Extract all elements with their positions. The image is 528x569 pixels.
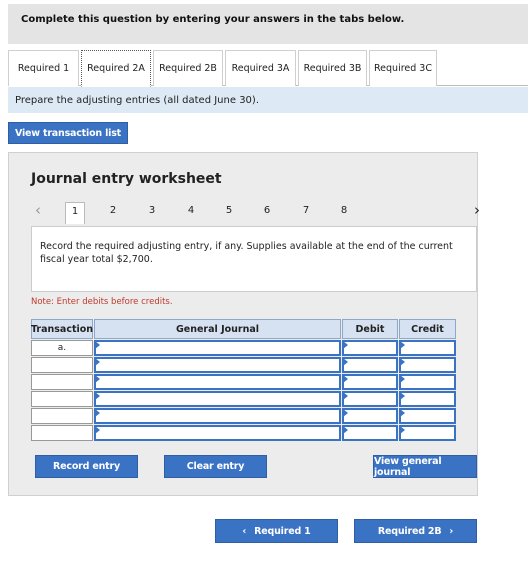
input-marker-icon xyxy=(343,409,348,417)
requirement-tabs xyxy=(8,50,528,86)
transaction-cell: a. xyxy=(31,340,93,356)
account-input[interactable] xyxy=(94,408,341,424)
record-entry-button[interactable]: Record entry xyxy=(35,455,138,478)
col-header-credit: Credit xyxy=(399,319,456,339)
page-4[interactable]: 4 xyxy=(187,205,195,216)
page-7[interactable]: 7 xyxy=(302,205,310,216)
debit-input[interactable] xyxy=(342,374,398,390)
page-5[interactable]: 5 xyxy=(225,205,233,216)
dropdown-marker-icon xyxy=(95,358,100,366)
credit-input[interactable] xyxy=(399,374,456,390)
input-marker-icon xyxy=(343,392,348,400)
input-marker-icon xyxy=(400,358,405,366)
next-required-label: Required 2B xyxy=(377,525,442,537)
chevron-right-icon: › xyxy=(449,525,454,537)
credit-input[interactable] xyxy=(399,340,456,356)
tab-required-3c[interactable]: Required 3C xyxy=(369,50,437,86)
col-header-transaction: Transaction xyxy=(31,319,93,339)
debit-input[interactable] xyxy=(342,391,398,407)
input-marker-icon xyxy=(343,375,348,383)
input-marker-icon xyxy=(400,392,405,400)
input-marker-icon xyxy=(400,375,405,383)
account-input[interactable] xyxy=(94,391,341,407)
transaction-cell xyxy=(31,408,93,424)
journal-entry-worksheet xyxy=(8,152,478,496)
chevron-left-icon: ‹ xyxy=(242,525,247,537)
credit-input[interactable] xyxy=(399,391,456,407)
dropdown-marker-icon xyxy=(95,392,100,400)
tab-required-3b[interactable]: Required 3B xyxy=(298,50,367,86)
clear-entry-button[interactable]: Clear entry xyxy=(164,455,267,478)
dropdown-marker-icon xyxy=(95,426,100,434)
account-input[interactable] xyxy=(94,374,341,390)
page-1[interactable]: 1 xyxy=(65,202,85,224)
input-marker-icon xyxy=(400,341,405,349)
dropdown-marker-icon xyxy=(95,375,100,383)
credit-input[interactable] xyxy=(399,408,456,424)
dropdown-marker-icon xyxy=(95,409,100,417)
question-instructions: Complete this question by entering your answers in the tabs below. xyxy=(21,14,405,25)
debit-input[interactable] xyxy=(342,408,398,424)
dropdown-marker-icon xyxy=(95,341,100,349)
col-header-general-journal: General Journal xyxy=(94,319,341,339)
question-header xyxy=(8,4,528,44)
next-page-arrow-icon[interactable]: › xyxy=(474,201,480,219)
input-marker-icon xyxy=(400,426,405,434)
credit-input[interactable] xyxy=(399,425,456,441)
entry-description: Record the required adjusting entry, if any. Supplies available at the end of the current fiscal year total $2,700. xyxy=(40,241,453,265)
input-marker-icon xyxy=(343,426,348,434)
view-transaction-list-button[interactable]: View transaction list xyxy=(8,122,128,144)
next-required-button[interactable] xyxy=(354,519,477,543)
page-3[interactable]: 3 xyxy=(148,205,156,216)
prev-required-label: Required 1 xyxy=(254,525,311,537)
account-input[interactable] xyxy=(94,357,341,373)
debit-input[interactable] xyxy=(342,425,398,441)
debit-input[interactable] xyxy=(342,357,398,373)
transaction-cell xyxy=(31,391,93,407)
tab-required-3a[interactable]: Required 3A xyxy=(225,50,296,86)
transaction-cell xyxy=(31,374,93,390)
worksheet-pager xyxy=(9,199,479,225)
tab-required-2b[interactable]: Required 2B xyxy=(153,50,223,86)
input-marker-icon xyxy=(343,341,348,349)
tab-required-2a[interactable]: Required 2A xyxy=(81,50,151,87)
view-general-journal-button[interactable]: View general journal xyxy=(373,455,477,478)
page-6[interactable]: 6 xyxy=(263,205,271,216)
transaction-cell xyxy=(31,425,93,441)
account-input[interactable] xyxy=(94,340,341,356)
col-header-debit: Debit xyxy=(342,319,398,339)
credit-input[interactable] xyxy=(399,357,456,373)
input-marker-icon xyxy=(400,409,405,417)
account-input[interactable] xyxy=(94,425,341,441)
instruction-text: Prepare the adjusting entries (all dated June 30). xyxy=(15,95,259,106)
page-2[interactable]: 2 xyxy=(109,205,117,216)
worksheet-title: Journal entry worksheet xyxy=(31,171,222,187)
instruction-bar xyxy=(8,87,528,113)
tab-required-1[interactable]: Required 1 xyxy=(8,50,79,86)
debit-input[interactable] xyxy=(342,340,398,356)
entry-description-box xyxy=(31,226,477,292)
entry-note: Note: Enter debits before credits. xyxy=(31,297,173,307)
prev-page-arrow-icon[interactable]: ‹ xyxy=(35,201,41,219)
input-marker-icon xyxy=(343,358,348,366)
transaction-cell xyxy=(31,357,93,373)
prev-required-button[interactable] xyxy=(215,519,338,543)
page-8[interactable]: 8 xyxy=(340,205,348,216)
